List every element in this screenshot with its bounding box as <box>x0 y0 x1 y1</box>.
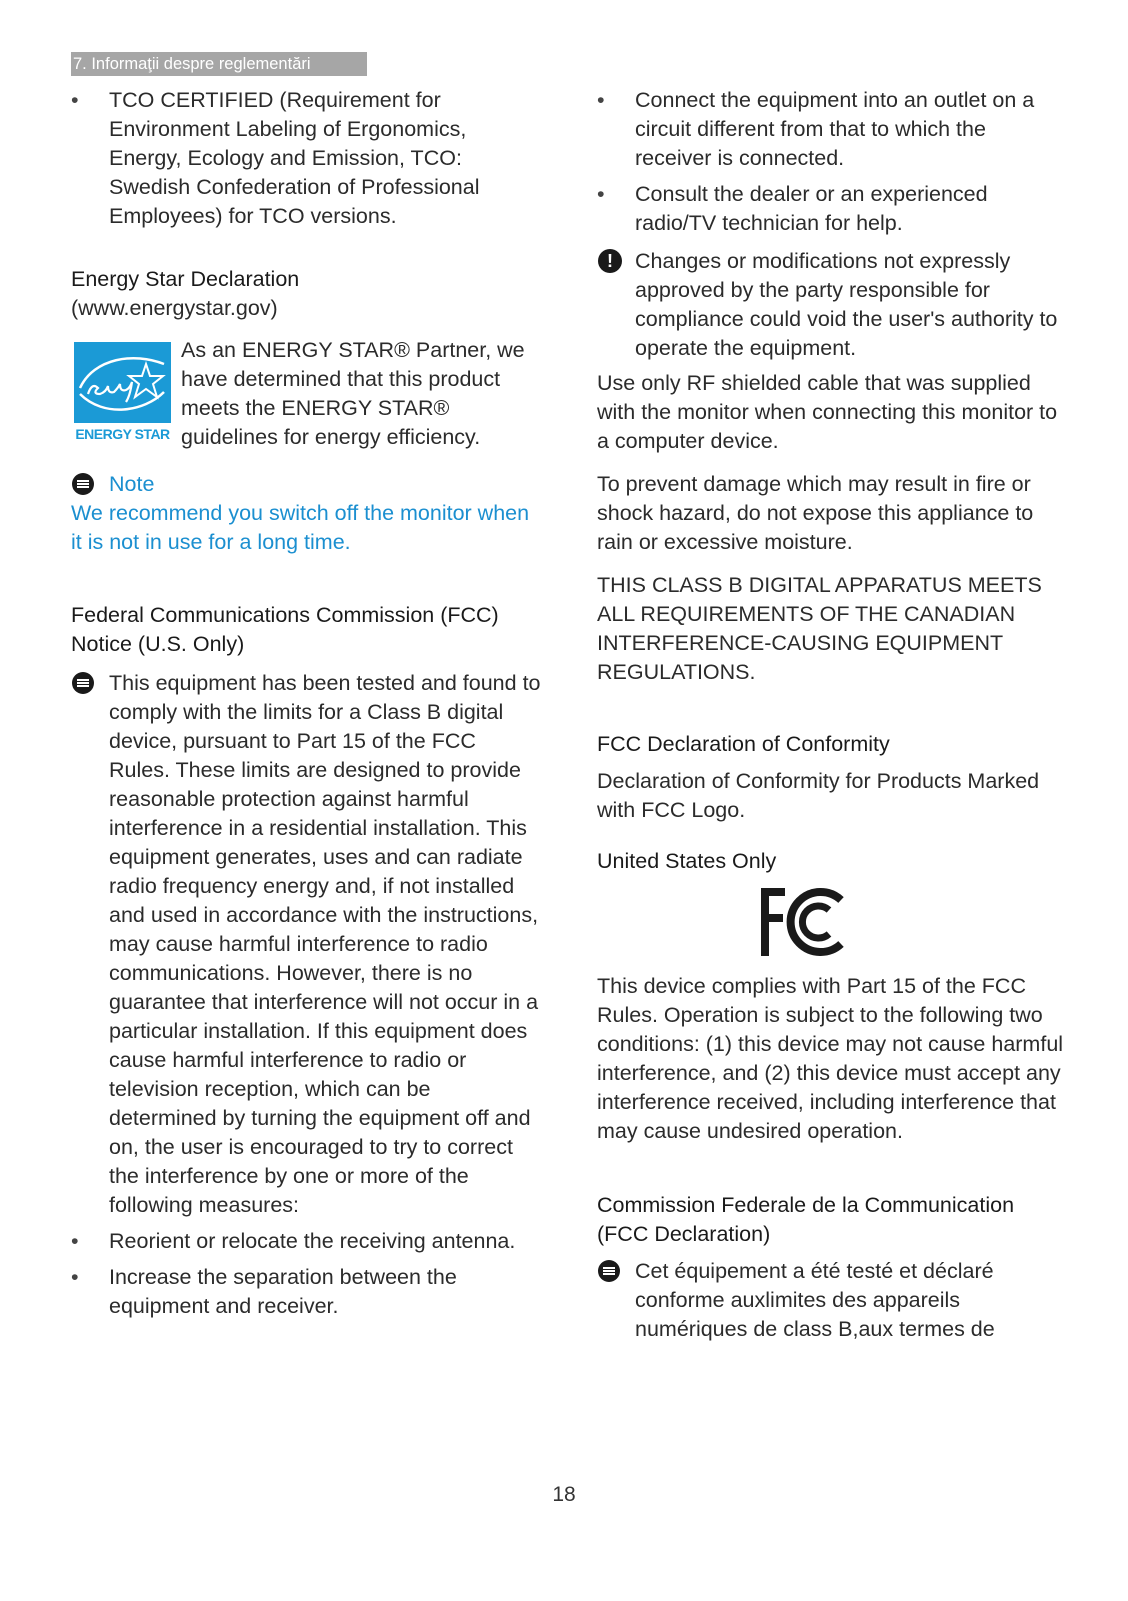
note-icon <box>72 672 94 694</box>
us-only-heading: United States Only <box>597 849 777 873</box>
bullet-dot: • <box>71 88 79 112</box>
note-icon <box>598 1260 620 1282</box>
note-heading <box>71 470 541 499</box>
note-text: We recommend you switch off the monitor when it is not in use for a long time. <box>71 501 530 554</box>
bullet-dot: • <box>597 88 605 112</box>
left-column <box>71 86 541 1321</box>
bullet-dot: • <box>71 1265 79 1289</box>
energy-star-heading: Energy Star Declaration <box>71 267 300 291</box>
page-number: 18 <box>552 1483 576 1506</box>
fire-hazard-text: To prevent damage which may result in fire or shock hazard, do not expose this appliance to rain or excessive moisture. <box>597 472 1034 554</box>
reorient-bullet <box>71 1227 541 1256</box>
french-fcc-text: Cet équipement a été testé et déclaré conforme auxlimites des appareils numériques de class B,aux termes de <box>635 1259 995 1341</box>
energy-star-text: As an ENERGY STAR® Partner, we have determined that this product meets the ENERGY STAR® guidelines for energy efficiency. <box>181 338 525 449</box>
connect-bullet <box>597 86 1067 173</box>
consult-bullet-text: Consult the dealer or an experienced radio/TV technician for help. <box>635 182 988 235</box>
french-fcc-heading: Commission Federale de la Communication (FCC Declaration) <box>597 1193 1015 1246</box>
complies-text: This device complies with Part 15 of the FCC Rules. Operation is subject to the following two conditions: (1) this device may not cause harmful interference, and (2) this device must accept any interference received, including interference that may cause undesired operation. <box>597 974 1064 1143</box>
tco-bullet <box>71 86 541 231</box>
connect-bullet-text: Connect the equipment into an outlet on a circuit different from that to which the receiver is connected. <box>635 88 1035 170</box>
right-column <box>597 86 1067 1344</box>
increase-bullet <box>71 1263 541 1321</box>
energy-star-emblem-icon <box>74 342 171 424</box>
conformity-heading: FCC Declaration of Conformity <box>597 732 890 756</box>
warning-text: Changes or modifications not expressly approved by the party responsible for compliance could void the user's authority to operate the equipment. <box>635 249 1058 360</box>
warning-icon: ! <box>598 249 622 273</box>
section-header: 7. Informaţii despre reglementări <box>71 52 367 76</box>
energy-star-url: (www.energystar.gov) <box>71 296 278 320</box>
fcc-notice-heading: Federal Communications Commission (FCC) Notice (U.S. Only) <box>71 603 499 656</box>
class-b-text: THIS CLASS B DIGITAL APPARATUS MEETS ALL REQUIREMENTS OF THE CANADIAN INTERFERENCE-CAUSING EQUIPMENT REGULATIONS. <box>597 573 1042 684</box>
french-fcc-item <box>597 1257 1067 1344</box>
fcc-logo <box>597 876 1067 956</box>
energy-star-block <box>71 336 541 456</box>
reorient-bullet-text: Reorient or relocate the receiving antenna. <box>109 1229 516 1253</box>
fcc-notice-text: This equipment has been tested and found to comply with the limits for a Class B digital device, pursuant to Part 15 of the FCC Rules. These limits are designed to provide reasonable protection against harmful interference in a residential installation. This equipment generates, uses and can radiate radio frequency energy and, if not installed and used in accordance with the instructions, may cause harmful interference to radio communications. However, there is no guarantee that interference will not occur in a particular installation. If this equipment does cause harmful interference to radio or television reception, which can be determined by turning the equipment off and on, the user is encouraged to try to correct the interference by one or more of the following measures: <box>109 671 541 1217</box>
tco-bullet-text: TCO CERTIFIED (Requirement for Environment Labeling of Ergonomics, Energy, Ecology and Emission, TCO: Swedish Confederation of Professional Employees) for TCO versions. <box>109 88 480 228</box>
fcc-logo-icon <box>757 882 857 962</box>
bullet-dot: • <box>71 1229 79 1253</box>
energy-star-logo <box>74 342 171 445</box>
warning-item <box>597 247 1067 363</box>
consult-bullet <box>597 180 1067 238</box>
bullet-dot: • <box>597 182 605 206</box>
note-label: Note <box>109 472 155 496</box>
note-icon <box>72 473 94 495</box>
rf-cable-text: Use only RF shielded cable that was supplied with the monitor when connecting this monitor to a computer device. <box>597 371 1058 453</box>
energy-star-logo-label: ENERGY STAR <box>74 423 171 445</box>
conformity-text: Declaration of Conformity for Products Marked with FCC Logo. <box>597 769 1040 822</box>
increase-bullet-text: Increase the separation between the equipment and receiver. <box>109 1265 457 1318</box>
fcc-notice-item <box>71 669 541 1220</box>
